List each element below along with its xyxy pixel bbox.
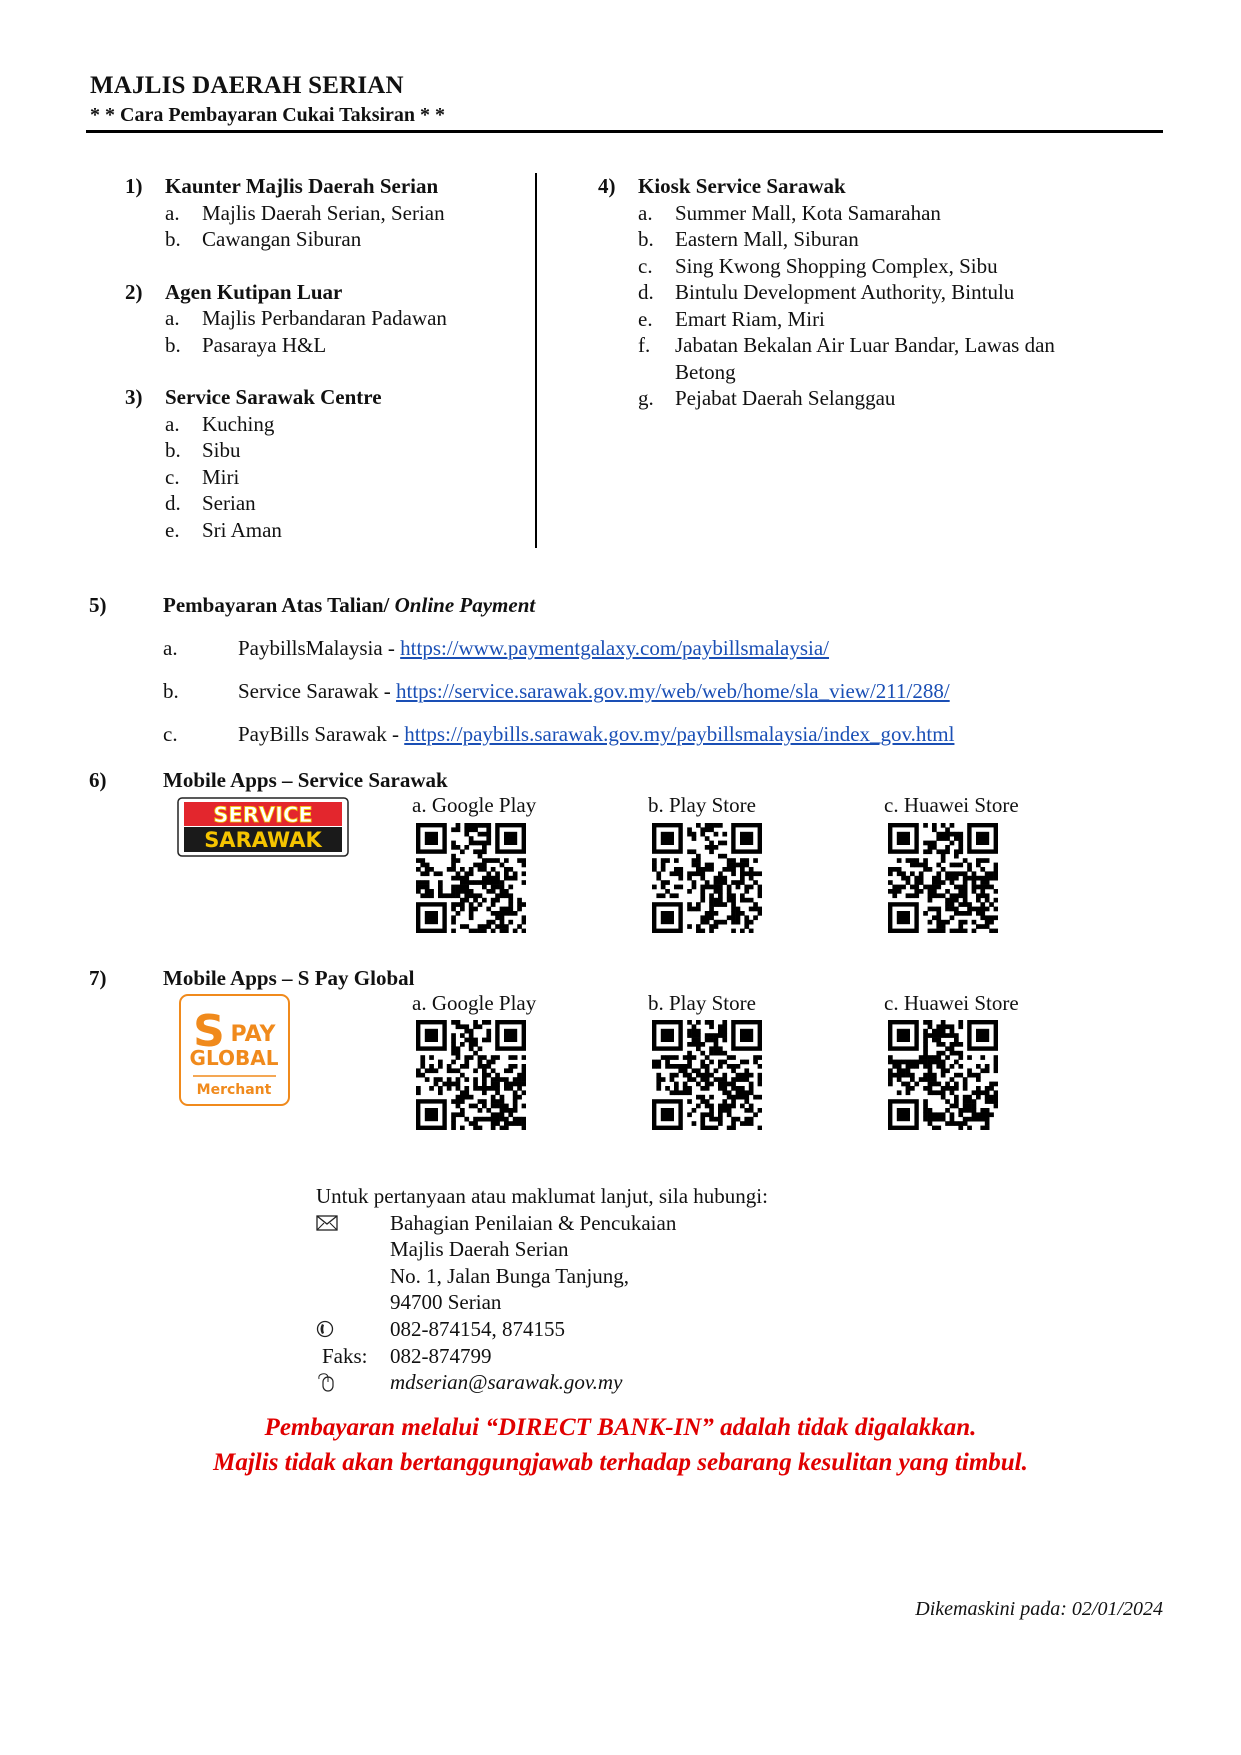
svg-text:SERVICE: SERVICE — [213, 803, 313, 827]
service-sarawak-link[interactable]: https://service.sarawak.gov.my/web/web/home/sla_view/211/288/ — [396, 679, 950, 703]
list-item: b. Sibu — [165, 438, 241, 462]
svg-text:Merchant: Merchant — [196, 1082, 272, 1098]
paybills-sarawak-link[interactable]: https://paybills.sarawak.gov.my/paybillsmalaysia/index_gov.html — [404, 722, 955, 746]
store-label-huawei-store: c. Huawei Store — [884, 793, 1019, 817]
section-number: 4) — [598, 174, 616, 198]
payment-link-row: b. Service Sarawak - https://service.sarawak.gov.my/web/web/home/sla_view/211/288/ — [163, 679, 950, 703]
fax-label: Faks: — [322, 1343, 368, 1368]
contact-postcode: 94700 Serian — [390, 1290, 502, 1315]
list-item: b. Eastern Mall, Siburan — [638, 227, 859, 251]
contact-street: No. 1, Jalan Bunga Tanjung, — [390, 1263, 630, 1288]
spay-global-logo — [179, 994, 290, 1106]
section-number: 6) — [89, 768, 107, 792]
list-item: d. Serian — [165, 491, 256, 515]
page-subtitle: * * Cara Pembayaran Cukai Taksiran * * — [90, 104, 446, 126]
section-number: 1) — [125, 174, 143, 198]
svg-text:GLOBAL: GLOBAL — [189, 1046, 279, 1070]
header-divider — [86, 130, 1163, 133]
section-title: Mobile Apps – Service Sarawak — [163, 768, 448, 792]
qr-code-play-store[interactable] — [652, 823, 762, 933]
list-item: a. Majlis Daerah Serian, Serian — [165, 200, 445, 225]
notice-line-2: Majlis tidak akan bertanggungjawab terhadap sebarang kesulitan yang timbul. — [213, 1449, 1028, 1476]
section-3 — [125, 384, 447, 543]
contact-email[interactable]: mdserian@sarawak.gov.my — [390, 1370, 623, 1395]
column-divider — [535, 173, 537, 548]
contact-fax: 082-874799 — [390, 1343, 492, 1368]
svg-text:S: S — [193, 1006, 225, 1057]
section-2 — [125, 279, 447, 359]
phone-icon — [316, 1316, 390, 1343]
list-item-continued: Betong — [675, 359, 736, 384]
notice-line-1: Pembayaran melalui “DIRECT BANK-IN” adalah tidak digalakkan. — [264, 1414, 977, 1441]
qr-code-huawei-store[interactable] — [888, 1020, 998, 1130]
section-title: Pembayaran Atas Talian/ Online Payment — [163, 593, 536, 617]
section-number: 2) — [125, 279, 143, 304]
qr-code-play-store[interactable] — [652, 1020, 762, 1130]
list-item: c. Sing Kwong Shopping Complex, Sibu — [638, 253, 998, 278]
list-item: a. Summer Mall, Kota Samarahan — [638, 200, 941, 225]
qr-code-google-play[interactable] — [416, 1020, 526, 1130]
contact-phone: 082-874154, 874155 — [390, 1316, 565, 1341]
qr-code-google-play[interactable] — [416, 823, 526, 933]
svg-text:PAY: PAY — [230, 1022, 276, 1047]
list-item: a. Kuching — [165, 411, 275, 436]
list-item: e. Emart Riam, Miri — [638, 306, 825, 331]
payment-link-row: a. PaybillsMalaysia - https://www.paymentgalaxy.com/paybillsmalaysia/ — [163, 636, 830, 660]
section-title: Service Sarawak Centre — [165, 385, 382, 409]
contact-intro: Untuk pertanyaan atau maklumat lanjut, sila hubungi: — [316, 1184, 768, 1208]
store-label-google-play: a. Google Play — [412, 793, 537, 817]
qr-code-huawei-store[interactable] — [888, 823, 998, 933]
payment-link-row: c. PayBills Sarawak - https://paybills.sarawak.gov.my/paybillsmalaysia/index_gov.html — [163, 722, 955, 746]
svg-text:SARAWAK: SARAWAK — [204, 828, 322, 852]
contact-organization: Majlis Daerah Serian — [390, 1237, 569, 1262]
section-number: 5) — [89, 593, 107, 617]
list-item: e. Sri Aman — [165, 517, 282, 542]
store-label-play-store: b. Play Store — [648, 991, 756, 1015]
section-6-heading — [89, 768, 448, 793]
store-label-google-play: a. Google Play — [412, 991, 537, 1015]
store-label-huawei-store: c. Huawei Store — [884, 991, 1019, 1015]
section-title: Mobile Apps – S Pay Global — [163, 966, 415, 990]
section-title: Agen Kutipan Luar — [165, 279, 343, 304]
paymentgalaxy-link[interactable]: https://www.paymentgalaxy.com/paybillsmalaysia/ — [400, 636, 830, 660]
contact-department: Bahagian Penilaian & Pencukaian — [390, 1210, 677, 1235]
list-item: a. Majlis Perbandaran Padawan — [165, 306, 447, 330]
last-updated: Dikemaskini pada: 02/01/2024 — [915, 1598, 1163, 1620]
list-item: b. Pasaraya H&L — [165, 332, 327, 357]
envelope-icon — [316, 1210, 390, 1237]
list-item: c. Miri — [165, 464, 240, 489]
store-label-play-store: b. Play Store — [648, 793, 756, 817]
section-number: 3) — [125, 385, 143, 409]
section-number: 7) — [89, 966, 107, 990]
list-item: d. Bintulu Development Authority, Bintulu — [638, 280, 1015, 304]
section-4 — [598, 173, 1055, 412]
list-item: b. Cawangan Siburan — [165, 227, 362, 251]
mouse-icon — [316, 1369, 390, 1396]
list-item: g. Pejabat Daerah Selanggau — [638, 386, 896, 410]
service-sarawak-logo — [177, 797, 349, 857]
section-5 — [89, 593, 954, 747]
section-1 — [125, 173, 447, 253]
page-title: MAJLIS DAERAH SERIAN — [90, 72, 404, 99]
section-7-heading — [89, 966, 414, 991]
left-column — [125, 173, 447, 543]
section-title: Kaunter Majlis Daerah Serian — [165, 174, 439, 198]
list-item: f. Jabatan Bekalan Air Luar Bandar, Lawas dan — [638, 333, 1055, 357]
section-title: Kiosk Service Sarawak — [638, 174, 846, 198]
contact-block — [316, 1183, 768, 1396]
